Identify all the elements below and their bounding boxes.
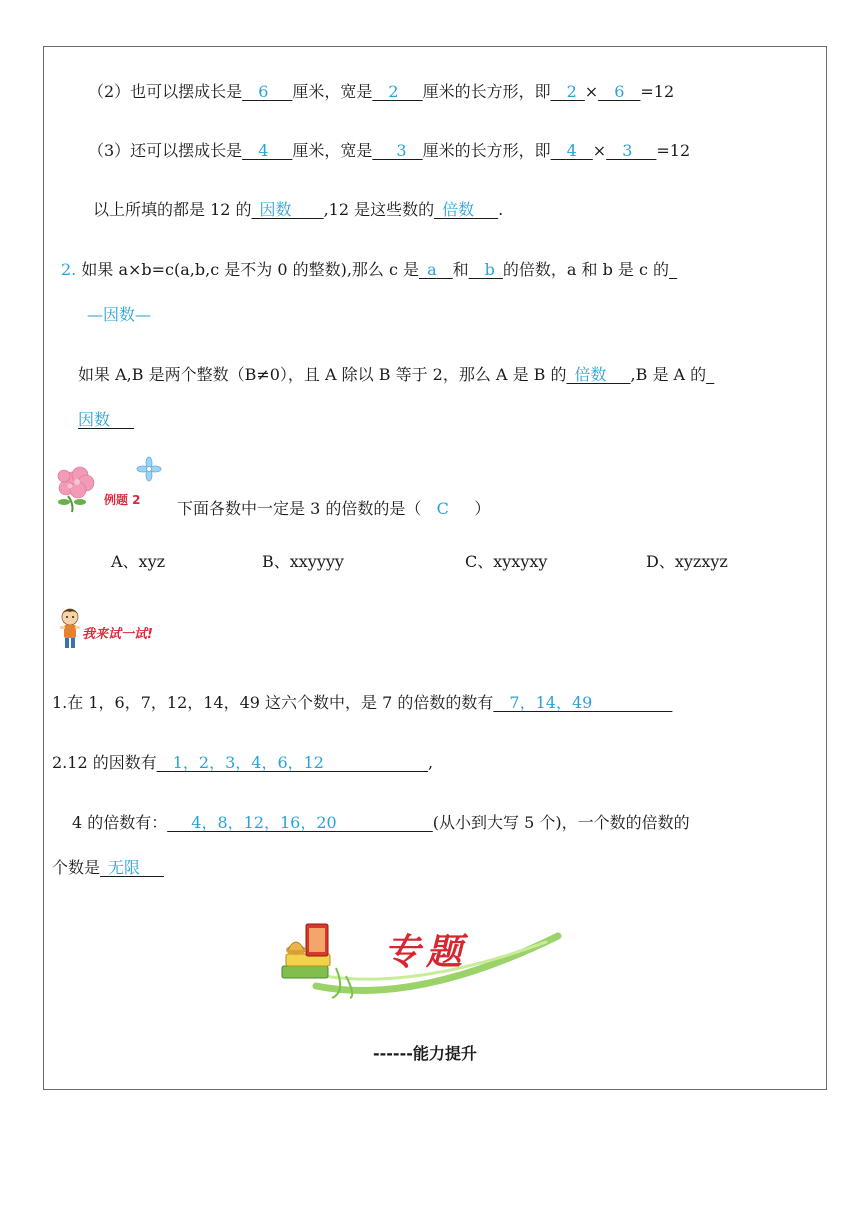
- q2-text-2: 的倍数，a 和 b 是 c 的: [502, 260, 670, 279]
- example-2-close-paren: ）: [474, 499, 491, 518]
- try-3-line-1: 4 的倍数有：___4，8，12，16，20____________(从小到大写 5 个)，一个数的倍数的: [72, 813, 690, 832]
- q1-l2-text: （2）也可以摆成长是: [88, 82, 243, 101]
- q1-l2-times: ×: [584, 82, 599, 101]
- topic-subtitle: ------能力提升: [373, 1044, 477, 1063]
- example-2-badge: 例题 2: [104, 493, 141, 507]
- q2-number: 2.: [61, 260, 77, 279]
- try-3-text-3: 个数是: [52, 858, 101, 877]
- q1-l3-answer-length: 4: [258, 141, 269, 160]
- q1-l3-answer-factor-1: 4: [566, 141, 577, 160]
- try-3-line-2: 个数是_无限___: [52, 858, 165, 877]
- option-c: C、xyxyxy: [465, 552, 548, 571]
- q1-line-2: （2）也可以摆成长是__6___厘米，宽是__2___厘米的长方形，即__2_×__6__=12: [88, 82, 675, 101]
- q3-answer-multiple: 倍数: [574, 365, 607, 384]
- try-1: 1.在 1，6，7，12，14，49 这六个数中，是 7 的倍数的数有__7，14，49__________: [52, 693, 673, 712]
- q2-text: 如果 a×b=c(a,b,c 是不为 0 的整数),那么 c 是: [81, 260, 420, 279]
- q3-text-2: ,B 是 A 的: [630, 365, 707, 384]
- try-it-badge: 我来试一试!: [82, 627, 153, 642]
- q1-l3-answer-width: 3: [396, 141, 407, 160]
- q2-text-and: 和: [452, 260, 469, 279]
- example-flower-icon: [50, 456, 170, 518]
- example-2-text: 下面各数中一定是 3 的倍数的是（: [177, 499, 422, 518]
- summary-answer-multiple: 倍数: [442, 200, 475, 219]
- q2-line-2: [87, 304, 151, 326]
- try-2-comma: ,: [427, 753, 434, 772]
- try-2-text: 2.12 的因数有: [52, 753, 157, 772]
- q1-l3-text-2: 厘米，宽是: [292, 141, 373, 160]
- q1-l3-answer-factor-2: 3: [622, 141, 633, 160]
- try-3-text-2: (从小到大写 5 个)，一个数的倍数的: [432, 813, 690, 832]
- q1-l2-product: =12: [640, 82, 675, 101]
- q3-answer-factor: 因数: [78, 410, 111, 429]
- q1-l2-answer-factor-2: 6: [614, 82, 625, 101]
- summary-text: 以上所填的都是 12 的: [93, 200, 252, 219]
- topic-banner-title: 专题: [384, 931, 469, 973]
- summary-period: .: [498, 200, 504, 219]
- option-d: D、xyzxyz: [646, 552, 728, 571]
- q1-l2-text-2: 厘米，宽是: [292, 82, 373, 101]
- q3-line-2: 因数___: [78, 410, 135, 429]
- try-1-text: 1.在 1，6，7，12，14，49 这六个数中，是 7 的倍数的数有: [52, 693, 494, 712]
- try-1-answer: 7，14，49: [509, 693, 593, 712]
- try-2: 2.12 的因数有__1，2，3，4，6，12_____________,: [52, 753, 434, 772]
- summary-text-2: ,12 是这些数的: [323, 200, 435, 219]
- q1-l3-text-3: 厘米的长方形，即: [422, 141, 551, 160]
- q1-l3-product: =12: [656, 141, 691, 160]
- q1-l2-answer-width: 2: [388, 82, 399, 101]
- q3-text: 如果 A,B 是两个整数（B≠0），且 A 除以 B 等于 2，那么 A 是 B 的: [78, 365, 567, 384]
- q2-answer-b: b: [484, 260, 495, 279]
- try-3-answer-infinite: 无限: [108, 858, 141, 877]
- q2-answer-a: a: [427, 260, 437, 279]
- example-2-answer: C: [436, 499, 449, 518]
- option-b: B、xxyyyy: [262, 552, 344, 571]
- try-2-answer: 1，2，3，4，6，12: [172, 753, 324, 772]
- summary-answer-factor: 因数: [259, 200, 292, 219]
- q1-l2-answer-length: 6: [258, 82, 269, 101]
- example-2-question: [177, 498, 490, 520]
- q1-l3-text: （3）还可以摆成长是: [88, 141, 243, 160]
- try-3-answer: 4，8，12，16，20: [191, 813, 337, 832]
- kid-mascot-icon: [56, 606, 84, 652]
- q1-l2-answer-factor-1: 2: [566, 82, 577, 101]
- q1-l2-text-3: 厘米的长方形，即: [422, 82, 551, 101]
- try-3-text: 4 的倍数有：: [72, 813, 168, 832]
- q1-summary: 以上所填的都是 12 的_因数____,12 是这些数的_倍数___.: [93, 200, 504, 219]
- q1-l3-times: ×: [592, 141, 607, 160]
- q3-line-1: 如果 A,B 是两个整数（B≠0），且 A 除以 B 等于 2，那么 A 是 B 的_倍数___,B 是 A 的_: [78, 365, 715, 384]
- q1-line-3: （3）还可以摆成长是__4___厘米，宽是___3__厘米的长方形，即__4__×__3___=12: [88, 141, 691, 160]
- q2-answer-factor: —因数—: [87, 305, 152, 324]
- option-a: A、xyz: [111, 552, 166, 571]
- q2-line-1: 2. 如果 a×b=c(a,b,c 是不为 0 的整数),那么 c 是_a__和__b_的倍数，a 和 b 是 c 的_: [61, 260, 678, 279]
